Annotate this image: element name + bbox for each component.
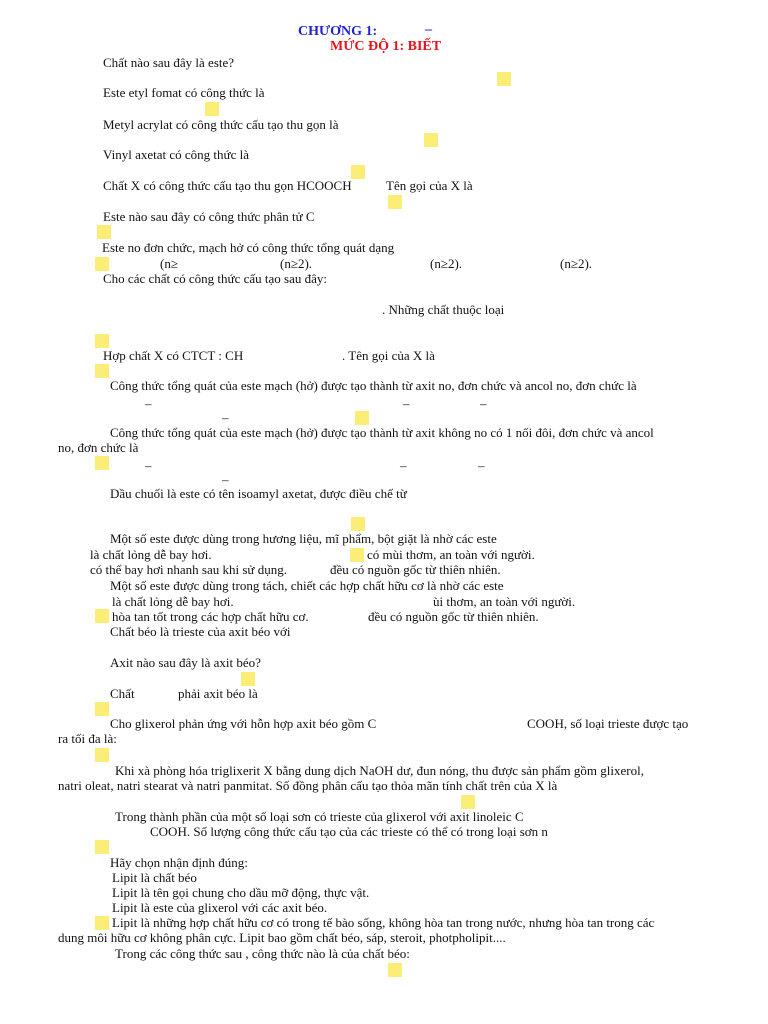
chapter-label: CHƯƠNG 1: xyxy=(298,24,378,39)
question-7: Este no đơn chức, mạch hở có công thức tổng quát dạng xyxy=(102,240,395,255)
question-21: Hãy chọn nhận định đúng: xyxy=(110,855,248,870)
highlight-marker xyxy=(95,364,109,378)
option-14a: là chất lỏng dễ bay hơi. xyxy=(112,594,234,609)
question-8: Cho các chất có công thức cấu tạo sau đây: xyxy=(103,271,327,286)
question-20: Trong thành phần của một số loại sơn có trieste của glixerol với axit linoleic C xyxy=(115,809,524,824)
question-1: Chất nào sau đây là este? xyxy=(103,55,235,70)
dash: – xyxy=(145,458,152,473)
question-3: Metyl acrylat có công thức cấu tạo thu gọn là xyxy=(103,117,339,132)
dash: – xyxy=(145,396,152,411)
highlight-marker xyxy=(355,411,369,425)
dash: – xyxy=(403,396,410,411)
option-21a: Lipit là chất béo xyxy=(112,870,197,885)
option-13b: có mùi thơm, an toàn với người. xyxy=(367,547,535,562)
question-20b: COOH. Số lượng công thức cấu tạo của các trieste có thể có trong loại sơn n xyxy=(150,824,548,839)
question-18b: COOH, số loại trieste được tạo xyxy=(527,716,689,731)
question-5a: Chất X có công thức cấu tạo thu gọn HCOOCH xyxy=(103,178,352,193)
option-14d: đều có nguồn gốc từ thiên nhiên. xyxy=(368,609,539,624)
highlight-marker xyxy=(351,165,365,179)
highlight-marker xyxy=(95,456,109,470)
question-10: Công thức tổng quát của este mạch (hở) được tạo thành từ axit no, đơn chức và ancol no, đơn chức là xyxy=(110,378,637,393)
highlight-marker xyxy=(388,963,402,977)
option-7b: (n≥2). xyxy=(280,256,313,271)
highlight-marker xyxy=(95,840,109,854)
question-22: Trong các công thức sau , công thức nào là của chất béo: xyxy=(115,946,410,961)
option-13c: có thể bay hơi nhanh sau khi sử dụng. xyxy=(90,562,287,577)
question-15: Chất béo là trieste của axit béo với xyxy=(110,624,291,639)
question-14: Một số este được dùng trong tách, chiết các hợp chất hữu cơ là nhờ các este xyxy=(110,578,504,593)
chapter-dash: – xyxy=(425,22,432,37)
highlight-marker xyxy=(241,672,255,686)
highlight-marker xyxy=(205,102,219,116)
question-9b: . Tên gọi của X là xyxy=(342,348,435,363)
option-21c: Lipit là este của glixerol với các axit béo. xyxy=(112,900,328,915)
question-13: Một số este được dùng trong hương liệu, mĩ phẩm, bột giặt là nhờ các este xyxy=(110,531,497,546)
question-8b: . Những chất thuộc loại xyxy=(382,302,505,317)
highlight-marker xyxy=(95,702,109,716)
question-17b: phải axit béo là xyxy=(178,686,258,701)
highlight-marker xyxy=(95,257,109,271)
question-4: Vinyl axetat có công thức là xyxy=(103,147,249,162)
dash: – xyxy=(222,410,229,425)
question-18c: ra tối đa là: xyxy=(58,731,117,746)
highlight-marker xyxy=(95,609,109,623)
option-13d: đều có nguồn gốc từ thiên nhiên. xyxy=(330,562,501,577)
highlight-marker xyxy=(497,72,511,86)
highlight-marker xyxy=(95,748,109,762)
highlight-marker xyxy=(95,916,109,930)
highlight-marker xyxy=(350,548,364,562)
question-11b: no, đơn chức là xyxy=(58,440,139,455)
highlight-marker xyxy=(95,334,109,348)
question-19: Khi xà phòng hóa triglixerit X bằng dung dịch NaOH dư, đun nóng, thu được sản phẩm gồm glixerol, xyxy=(115,763,644,778)
highlight-marker xyxy=(351,517,365,531)
level-title: MỨC ĐỘ 1: BIẾT xyxy=(330,39,442,54)
option-21e: dung môi hữu cơ không phân cực. Lipit bao gồm chất béo, sáp, steroit, photpholipit.... xyxy=(58,930,506,945)
dash: – xyxy=(400,458,407,473)
highlight-marker xyxy=(461,795,475,809)
option-7a: (n≥ xyxy=(160,256,178,271)
question-19b: natri oleat, natri stearat và natri panmitat. Số đồng phân cấu tạo thỏa mãn tính chất trên của X là xyxy=(58,778,558,793)
question-6: Este nào sau đây có công thức phân tử C xyxy=(103,209,315,224)
option-21d: Lipit là những hợp chất hữu cơ có trong tế bào sống, không hòa tan trong nước, nhưng hòa tan trong các xyxy=(112,915,655,930)
highlight-marker xyxy=(424,133,438,147)
dash: – xyxy=(478,458,485,473)
option-14b: ùi thơm, an toàn với người. xyxy=(433,594,576,609)
chapter-title xyxy=(298,24,377,40)
question-9a: Hợp chất X có CTCT : CH xyxy=(103,348,244,363)
dash: – xyxy=(222,472,229,487)
highlight-marker xyxy=(97,225,111,239)
option-7d: (n≥2). xyxy=(560,256,593,271)
question-12: Dầu chuối là este có tên isoamyl axetat, được điều chế từ xyxy=(110,486,407,501)
question-17a: Chất xyxy=(110,686,135,701)
question-11a: Công thức tổng quát của este mạch (hở) được tạo thành từ axit không no có 1 nối đôi, đơn chức và ancol xyxy=(110,425,654,440)
option-21b: Lipit là tên gọi chung cho dầu mỡ động, thực vật. xyxy=(112,885,370,900)
question-18a: Cho glixerol phản ứng với hỗn hợp axit béo gồm C xyxy=(110,716,377,731)
option-7c: (n≥2). xyxy=(430,256,463,271)
option-13a: là chất lỏng dễ bay hơi. xyxy=(90,547,212,562)
question-2: Este etyl fomat có công thức là xyxy=(103,85,265,100)
highlight-marker xyxy=(388,195,402,209)
dash: – xyxy=(480,396,487,411)
question-16: Axit nào sau đây là axit béo? xyxy=(110,655,261,670)
option-14c: hòa tan tốt trong các hợp chất hữu cơ. xyxy=(112,609,309,624)
question-5b: Tên gọi của X là xyxy=(386,178,473,193)
